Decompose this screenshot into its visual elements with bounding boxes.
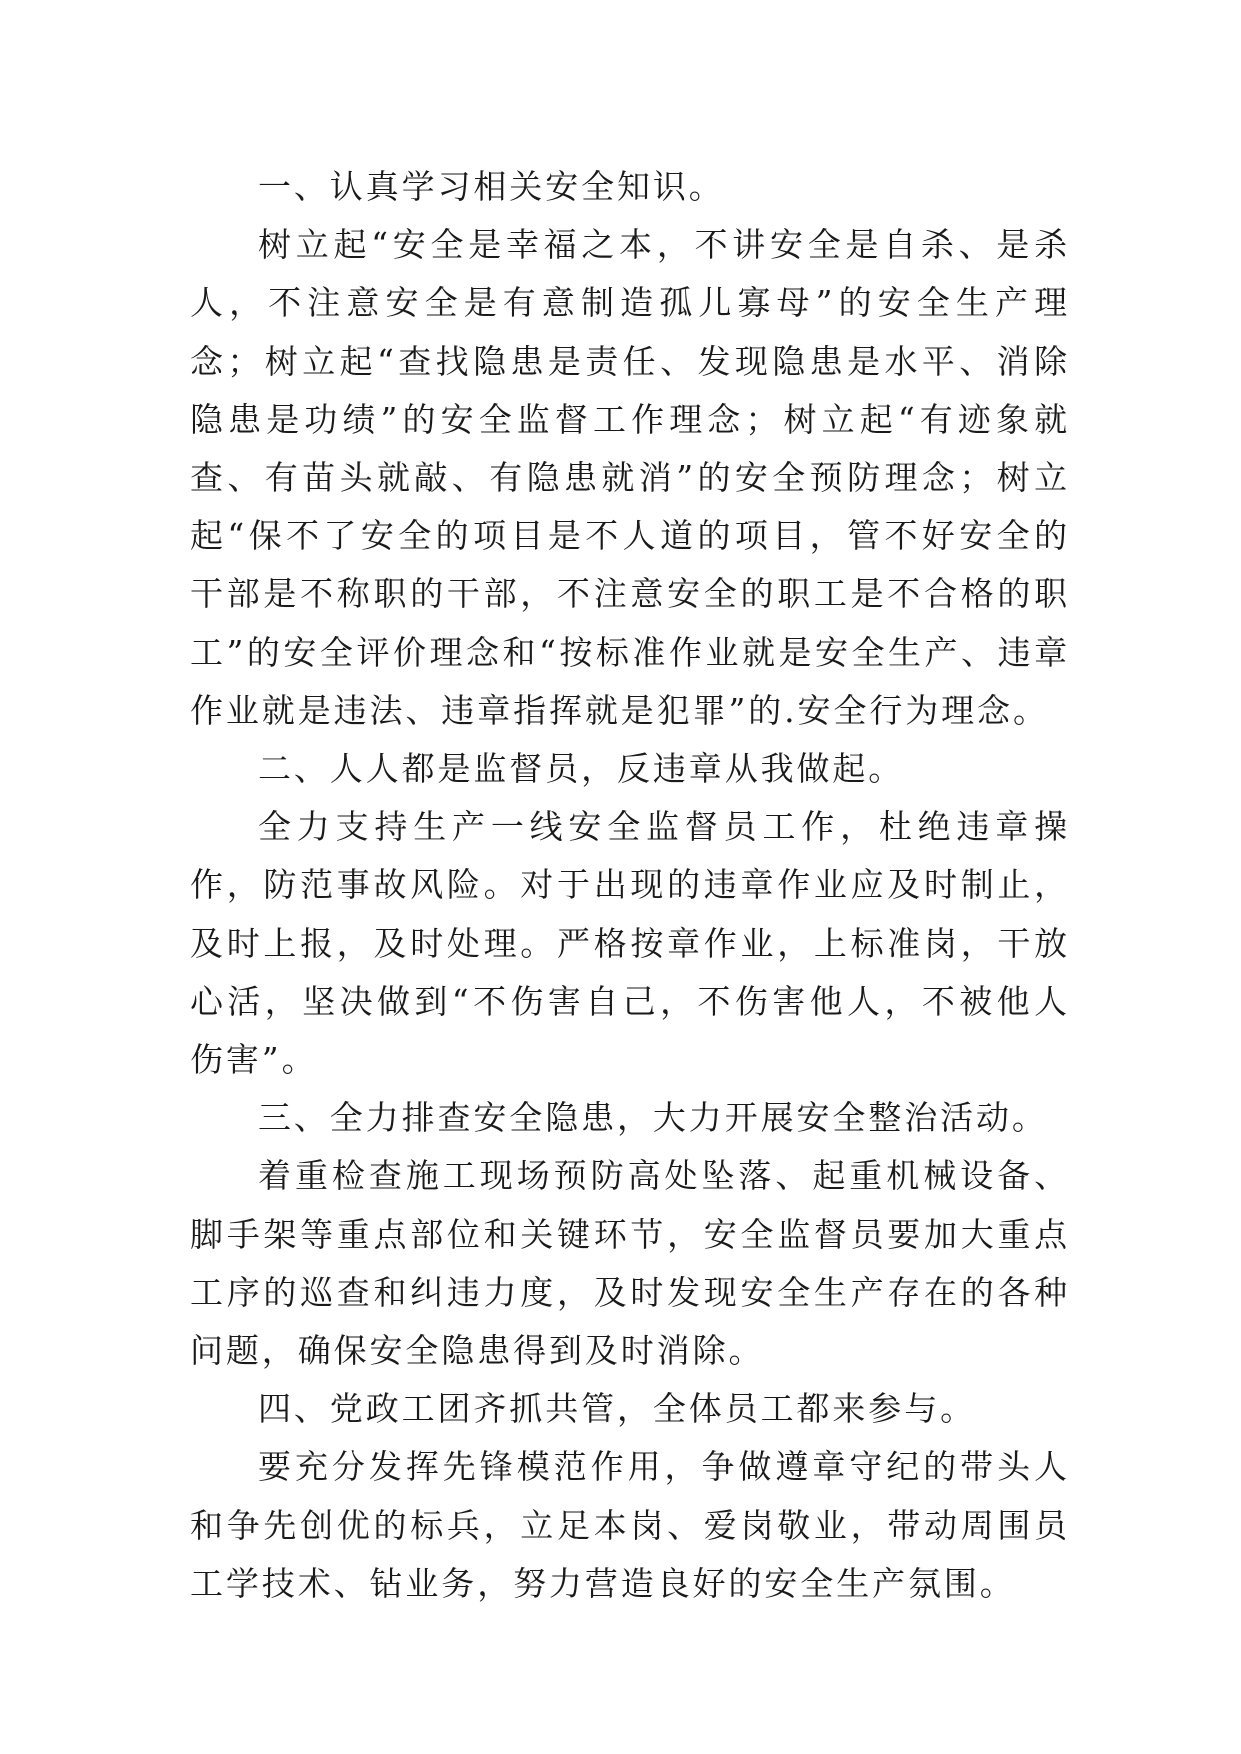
body-paragraph-1: 树立起“安全是幸福之本，不讲安全是自杀、是杀人，不注意安全是有意制造孤儿寡母”的安全生产理念；树立起“查找隐患是责任、发现隐患是水平、消除隐患是功绩”的安全监督工作理念；树立起“有迹象就查、有苗头就敲、有隐患就消”的安全预防理念；树立起“保不了安全的项目是不人道的项目，管不好安全的干部是不称职的干部，不注意安全的职工是不合格的职工”的安全评价理念和“按标准作业就是安全生产、违章作业就是违法、违章指挥就是犯罪”的.安全行为理念。 [190,225,1070,730]
section-heading-4: 四、党政工团齐抓共管，全体员工都来参与。 [258,1389,976,1429]
body-paragraph-3: 着重检查施工现场预防高处坠落、起重机械设备、脚手架等重点部位和关键环节，安全监督员要加大重点工序的巡查和纠违力度，及时发现安全生产存在的各种问题，确保安全隐患得到及时消除。 [190,1156,1070,1371]
section-heading-1: 一、认真学习相关安全知识。 [258,167,725,206]
section-heading-2: 二、人人都是监督员，反违章从我做起。 [258,749,905,789]
body-paragraph-2: 全力支持生产一线安全监督员工作，杜绝违章操作，防范事故风险。对于出现的违章作业应及时制止，及时上报，及时处理。严格按章作业，上标准岗，干放心活，坚决做到“不伤害自己，不伤害他人，不被他人伤害”。 [190,807,1070,1080]
document-body [190,158,1070,1613]
section-heading-3: 三、全力排查安全隐患，大力开展安全整治活动。 [258,1098,1048,1138]
body-paragraph-4: 要充分发挥先锋模范作用，争做遵章守纪的带头人和争先创优的标兵，立足本岗、爱岗敬业，带动周围员工学技术、钻业务，努力营造良好的安全生产氛围。 [190,1447,1070,1603]
